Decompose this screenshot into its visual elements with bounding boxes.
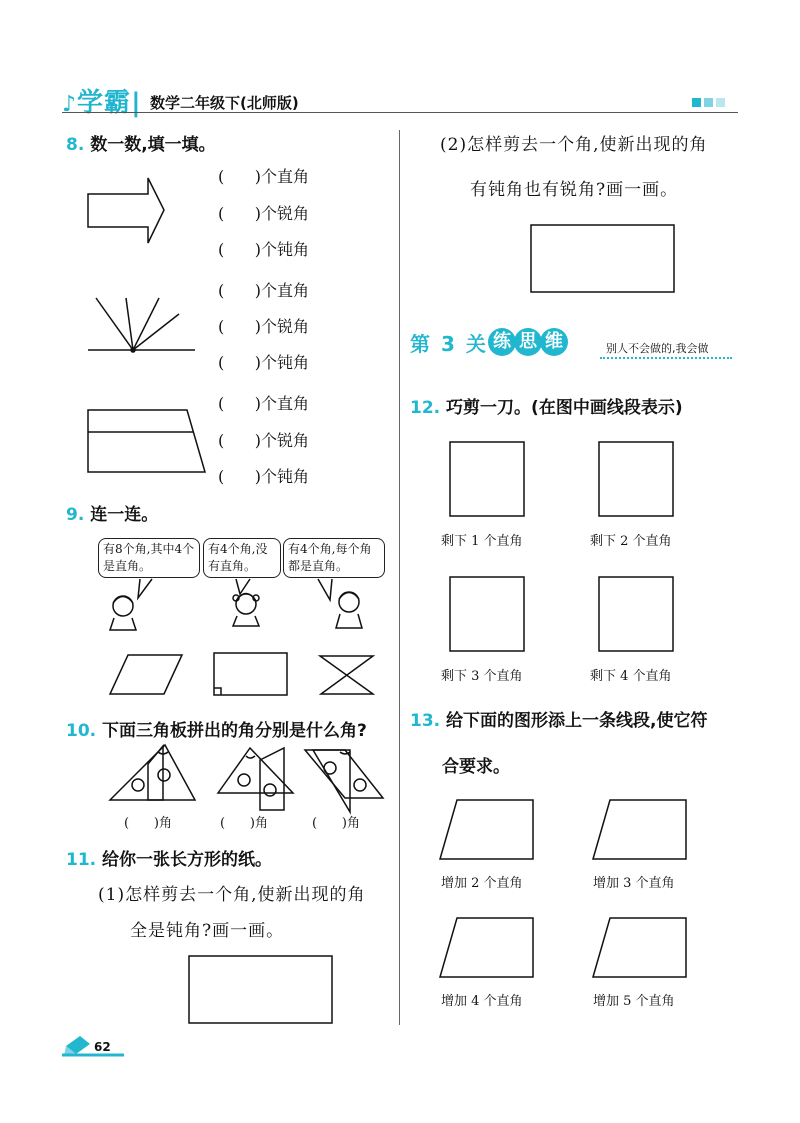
- q13-shape-3: [440, 918, 533, 977]
- q12-caption-3: 剩下 3 个直角: [441, 669, 523, 684]
- speech-bubble-2: 有4个角,没有直角。: [203, 538, 281, 578]
- q13-caption-1: 增加 2 个直角: [441, 876, 523, 891]
- book-title: 数学二年级下(北师版): [150, 94, 299, 112]
- section-slogan: 别人不会做的,我会做: [606, 342, 709, 355]
- ray: [133, 298, 159, 350]
- q13-shape-2: [593, 800, 686, 859]
- q13-caption-4: 增加 5 个直角: [593, 994, 675, 1009]
- bowtie-shape: [320, 656, 373, 694]
- q13-heading-line2: 合要求。: [442, 757, 510, 777]
- section-pill-2: 思: [514, 328, 542, 356]
- q10-heading: 10. 下面三角板拼出的角分别是什么角?: [66, 721, 367, 741]
- q12-square-1: [450, 442, 524, 516]
- q11-rect-1: [189, 956, 332, 1023]
- q11-part1-line2: 全是钝角?画一画。: [130, 921, 285, 941]
- q11-part1-line1: (1)怎样剪去一个角,使新出现的角: [98, 885, 366, 905]
- right-angle-mark: [214, 688, 221, 695]
- q12-caption-4: 剩下 4 个直角: [590, 669, 672, 684]
- q8-blank-obtuse-1[interactable]: ( )个钝角: [218, 240, 310, 259]
- q13-shape-4: [593, 918, 686, 977]
- q12-square-3: [450, 577, 524, 651]
- kid-3-icon: [336, 592, 362, 628]
- q8-blank-obtuse-3[interactable]: ( )个钝角: [218, 467, 310, 486]
- q8-blank-acute-1[interactable]: ( )个锐角: [218, 204, 310, 223]
- q8-heading: 8. 数一数,填一填。: [66, 135, 216, 155]
- q8-blank-right-2[interactable]: ( )个直角: [218, 281, 310, 300]
- page-number: 62: [94, 1040, 111, 1054]
- q13-caption-3: 增加 4 个直角: [441, 994, 523, 1009]
- section-label: 第 3 关: [410, 332, 488, 356]
- arrow-shape: [88, 178, 164, 243]
- q13-shape-1: [440, 800, 533, 859]
- trapezoid-shape: [88, 410, 205, 472]
- triangle-board-2: [218, 748, 293, 810]
- pencil-icon: [64, 1036, 90, 1056]
- speech-bubble-1: 有8个角,其中4个是直角。: [98, 538, 200, 578]
- q12-caption-2: 剩下 2 个直角: [590, 534, 672, 549]
- q8-blank-acute-3[interactable]: ( )个锐角: [218, 431, 310, 450]
- section-pill-3: 维: [540, 328, 568, 356]
- q12-caption-1: 剩下 1 个直角: [441, 534, 523, 549]
- kid-1-icon: [110, 596, 136, 630]
- rectangle-shape: [214, 653, 287, 695]
- q13-caption-2: 增加 3 个直角: [593, 876, 675, 891]
- q13-heading-line1: 13. 给下面的图形添上一条线段,使它符: [410, 711, 708, 731]
- q12-heading: 12. 巧剪一刀。(在图中画线段表示): [410, 398, 683, 418]
- q8-blank-right-3[interactable]: ( )个直角: [218, 394, 310, 413]
- ray: [133, 314, 179, 350]
- q11-part2-line2: 有钝角也有锐角?画一画。: [470, 180, 679, 200]
- kid-2-icon: [233, 594, 259, 627]
- brand-logo: ♪学霸|: [62, 88, 142, 118]
- q11-heading: 11. 给你一张长方形的纸。: [66, 850, 273, 870]
- triangle-board-1: [110, 745, 195, 800]
- section-pill-1: 练: [488, 328, 516, 356]
- speech-bubble-3: 有4个角,每个角都是直角。: [283, 538, 385, 578]
- q10-blank-3[interactable]: ( )角: [312, 816, 360, 831]
- q8-blank-acute-2[interactable]: ( )个锐角: [218, 317, 310, 336]
- q9-heading: 9. 连一连。: [66, 505, 159, 525]
- q12-square-2: [599, 442, 673, 516]
- q8-blank-right-1[interactable]: ( )个直角: [218, 167, 310, 186]
- parallelogram-shape: [110, 655, 182, 694]
- q11-rect-2: [531, 225, 674, 292]
- q12-square-4: [599, 577, 673, 651]
- q8-blank-obtuse-2[interactable]: ( )个钝角: [218, 353, 310, 372]
- q10-blank-1[interactable]: ( )角: [124, 816, 172, 831]
- q10-blank-2[interactable]: ( )角: [220, 816, 268, 831]
- q11-part2-line1: (2)怎样剪去一个角,使新出现的角: [440, 135, 708, 155]
- triangle-board-3: [305, 750, 383, 812]
